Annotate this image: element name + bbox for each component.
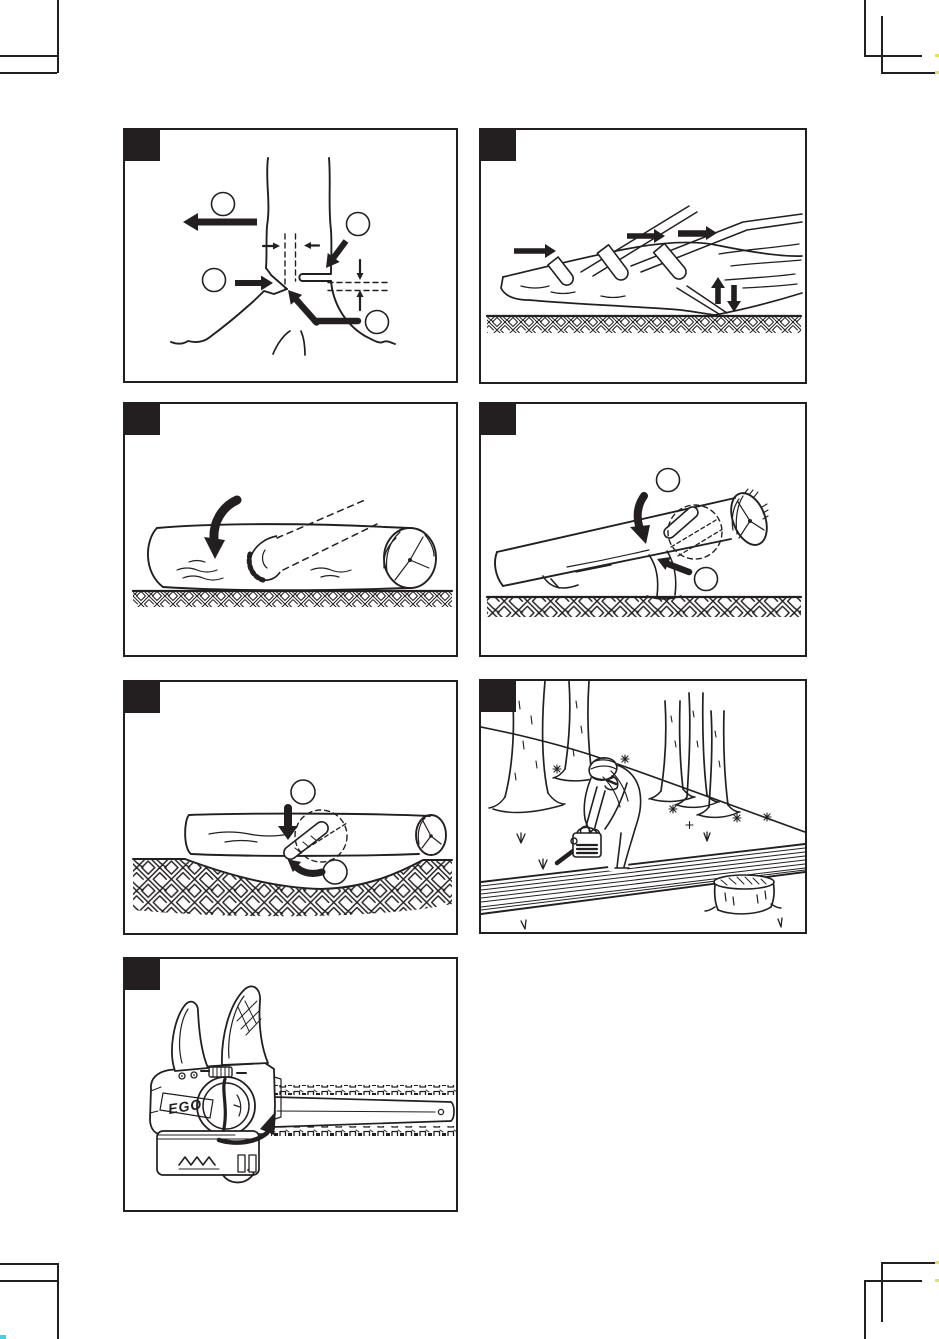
notch-cut-arrow xyxy=(235,276,273,291)
registration-dot xyxy=(0,1335,6,1339)
felling-cuts-illustration xyxy=(125,130,456,381)
crop-mark-tr-h1 xyxy=(864,55,922,57)
cut-down-arrow xyxy=(204,500,237,559)
ground-hatch xyxy=(487,597,801,617)
saw-bar-nose xyxy=(249,500,377,580)
crop-mark-br-h1 xyxy=(881,1262,939,1264)
limbing-illustration xyxy=(481,130,805,382)
figure-number-badge xyxy=(479,679,516,712)
crop-mark-tr-v1 xyxy=(864,0,866,57)
crop-mark-tl-v xyxy=(57,0,59,73)
rear-handle xyxy=(172,1002,208,1071)
figure-panel-overbucking xyxy=(123,402,458,657)
tree-trunk xyxy=(171,158,395,355)
back-cut-arrow xyxy=(326,239,348,268)
inclined-log xyxy=(495,488,774,599)
hinge-pointer-arrow xyxy=(288,290,358,323)
log xyxy=(148,524,436,590)
felled-tree xyxy=(501,206,802,315)
overbucking-illustration xyxy=(125,404,456,655)
crop-mark-tl-h1 xyxy=(0,55,57,57)
figure-number-badge xyxy=(123,957,160,990)
figure-panel-felling-cuts xyxy=(123,128,458,383)
slope-scene-illustration xyxy=(481,681,805,932)
figure-panel-chain-tension xyxy=(123,957,458,1212)
guide-bar xyxy=(273,1097,454,1127)
crop-mark-br-v2 xyxy=(881,1262,883,1322)
ground-hatch xyxy=(133,591,452,607)
registration-dot xyxy=(935,1261,939,1264)
crop-mark-tr-v2 xyxy=(881,16,883,74)
dimension-arrows xyxy=(263,242,364,310)
figure-panel-log-one-end xyxy=(479,402,807,657)
figure-number-badge xyxy=(123,128,160,161)
crop-mark-br-v1 xyxy=(864,1280,866,1339)
chainsaw-illustration xyxy=(125,959,456,1210)
crop-mark-bl-h2 xyxy=(0,1280,57,1282)
registration-dot xyxy=(935,54,939,57)
hill-slope-line xyxy=(481,727,805,832)
crop-mark-tr-h2 xyxy=(881,72,939,74)
saw-bar-and-guides xyxy=(284,810,347,862)
crop-mark-bl-v xyxy=(57,1263,59,1339)
figure-number-badge xyxy=(123,402,160,435)
saw-chain xyxy=(271,1085,456,1136)
log-one-end-illustration xyxy=(481,404,805,655)
log-both-ends-illustration xyxy=(125,682,456,933)
figure-number-badge xyxy=(479,402,516,435)
first-cut-arrow xyxy=(630,496,650,544)
ground-hatch xyxy=(487,316,801,333)
figure-number-badge xyxy=(479,128,516,161)
bar-hole xyxy=(438,1109,443,1114)
tree-stump xyxy=(705,875,781,914)
registration-dot xyxy=(935,1279,939,1282)
saw-body xyxy=(150,986,281,1182)
figure-panel-log-both-ends xyxy=(123,680,458,935)
grass-and-weeds xyxy=(517,755,782,929)
brand-logo-text: EGO xyxy=(166,1095,204,1117)
tension-up-down-arrows xyxy=(711,277,741,312)
crop-mark-br-h2 xyxy=(864,1280,922,1282)
crop-mark-bl-h1 xyxy=(0,1263,57,1265)
second-cut-arrow xyxy=(657,557,689,572)
figure-panel-limbing xyxy=(479,128,807,384)
registration-dot xyxy=(935,71,939,74)
figure-panel-slope xyxy=(479,679,807,934)
crop-mark-tl-h2 xyxy=(0,72,57,74)
chainsaw-small xyxy=(557,827,601,863)
figure-number-badge xyxy=(123,680,160,713)
